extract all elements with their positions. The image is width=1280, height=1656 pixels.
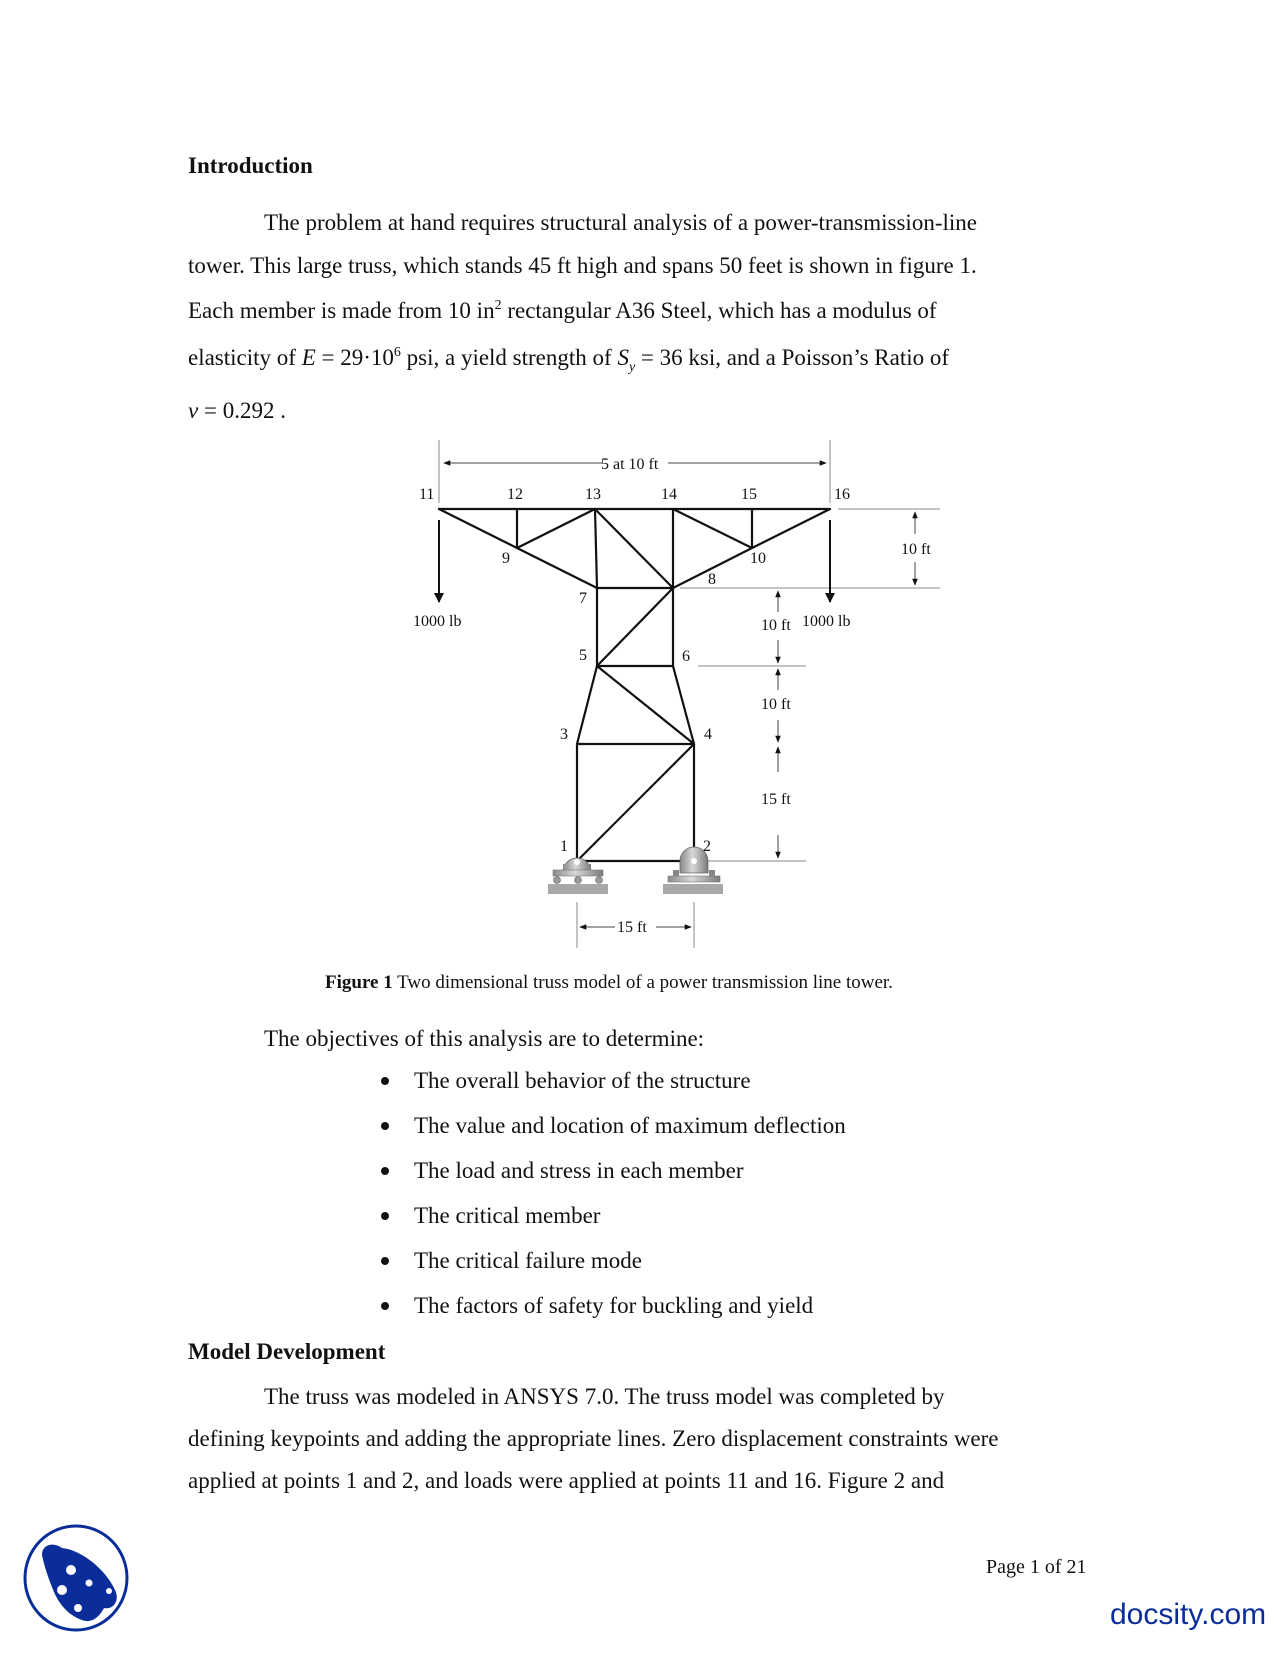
dim-base-label: 15 ft [617, 919, 647, 936]
list-item-text: The load and stress in each member [414, 1158, 744, 1183]
load-label-right: 1000 lb [802, 613, 851, 630]
pin-support-icon [663, 847, 723, 894]
node-label-12: 12 [507, 486, 523, 503]
math-var: S [617, 345, 629, 370]
text: = 29·10 [315, 345, 394, 370]
span-dimension-label: 5 at 10 ft [601, 456, 659, 473]
node-label-1: 1 [560, 838, 568, 855]
node-label-13: 13 [585, 486, 601, 503]
list-item [372, 1293, 846, 1338]
objectives-list [372, 1068, 846, 1338]
node-label-4: 4 [704, 726, 712, 743]
list-item-text: The overall behavior of the structure [414, 1068, 751, 1093]
dim-arm-label: 10 ft [901, 541, 931, 558]
model-line-1: The truss was modeled in ANSYS 7.0. The truss model was completed by [264, 1384, 945, 1409]
text: Each member is made from 10 in [188, 298, 495, 323]
list-item-text: The value and location of maximum deflection [414, 1113, 846, 1138]
node-label-11: 11 [419, 486, 435, 503]
list-item-text: The critical failure mode [414, 1248, 642, 1273]
text: = 36 ksi, and a Poisson’s Ratio of [635, 345, 950, 370]
roller-support-icon [548, 858, 608, 894]
truss-members [439, 509, 830, 861]
text: rectangular A36 Steel, which has a modulus of [501, 298, 937, 323]
bullet-icon [381, 1302, 389, 1310]
figure-caption [325, 972, 893, 994]
node-label-3: 3 [560, 726, 568, 743]
list-item [372, 1203, 846, 1248]
caption-label: Figure 1 [325, 972, 393, 993]
node-label-16: 16 [834, 486, 850, 503]
docsity-brand-link[interactable]: docsity.com [1110, 1598, 1267, 1631]
intro-line-1: The problem at hand requires structural analysis of a power-transmission-line [264, 210, 977, 235]
list-item [372, 1068, 846, 1113]
objectives-intro: The objectives of this analysis are to determine: [264, 1026, 705, 1051]
node-label-14: 14 [661, 486, 677, 503]
load-label-left: 1000 lb [413, 613, 462, 630]
bullet-icon [381, 1257, 389, 1265]
intro-line-2: tower. This large truss, which stands 45 ft high and spans 50 feet is shown in figure 1. [188, 253, 977, 278]
load-arrows [439, 520, 830, 602]
math-var: E [301, 345, 316, 370]
text: elasticity of [188, 345, 302, 370]
intro-heading: Introduction [188, 153, 313, 178]
list-item-text: The critical member [414, 1203, 601, 1228]
bullet-icon [381, 1077, 389, 1085]
subscript: y [628, 360, 636, 375]
node-label-9: 9 [502, 550, 510, 567]
model-line-2: defining keypoints and adding the appropriate lines. Zero displacement constraints were [188, 1426, 999, 1451]
node-label-10: 10 [750, 550, 766, 567]
dim-lower-label: 15 ft [761, 791, 791, 808]
dim-middle-label: 10 ft [761, 696, 791, 713]
bullet-icon [381, 1212, 389, 1220]
list-item-text: The factors of safety for buckling and yield [414, 1293, 814, 1318]
node-label-6: 6 [682, 648, 690, 665]
docsity-logo-icon[interactable] [20, 1520, 134, 1634]
model-line-3: applied at points 1 and 2, and loads were applied at points 11 and 16. Figure 2 and [188, 1468, 945, 1493]
bullet-icon [381, 1122, 389, 1130]
superscript: 6 [393, 345, 401, 360]
node-label-8: 8 [708, 571, 716, 588]
text: = 0.292 . [198, 398, 286, 423]
bullet-icon [381, 1167, 389, 1175]
list-item [372, 1158, 846, 1203]
list-item [372, 1248, 846, 1293]
superscript: 2 [494, 298, 502, 313]
model-heading: Model Development [188, 1339, 386, 1364]
node-label-15: 15 [741, 486, 757, 503]
list-item [372, 1113, 846, 1158]
caption-text: Two dimensional truss model of a power transmission line tower. [392, 972, 893, 993]
text: psi, a yield strength of [400, 345, 618, 370]
page-number: Page 1 of 21 [986, 1556, 1087, 1578]
node-label-7: 7 [579, 590, 587, 607]
node-label-5: 5 [579, 647, 587, 664]
node-label-2: 2 [703, 838, 711, 855]
dim-upper-label: 10 ft [761, 617, 791, 634]
math-var: ν [188, 398, 199, 423]
